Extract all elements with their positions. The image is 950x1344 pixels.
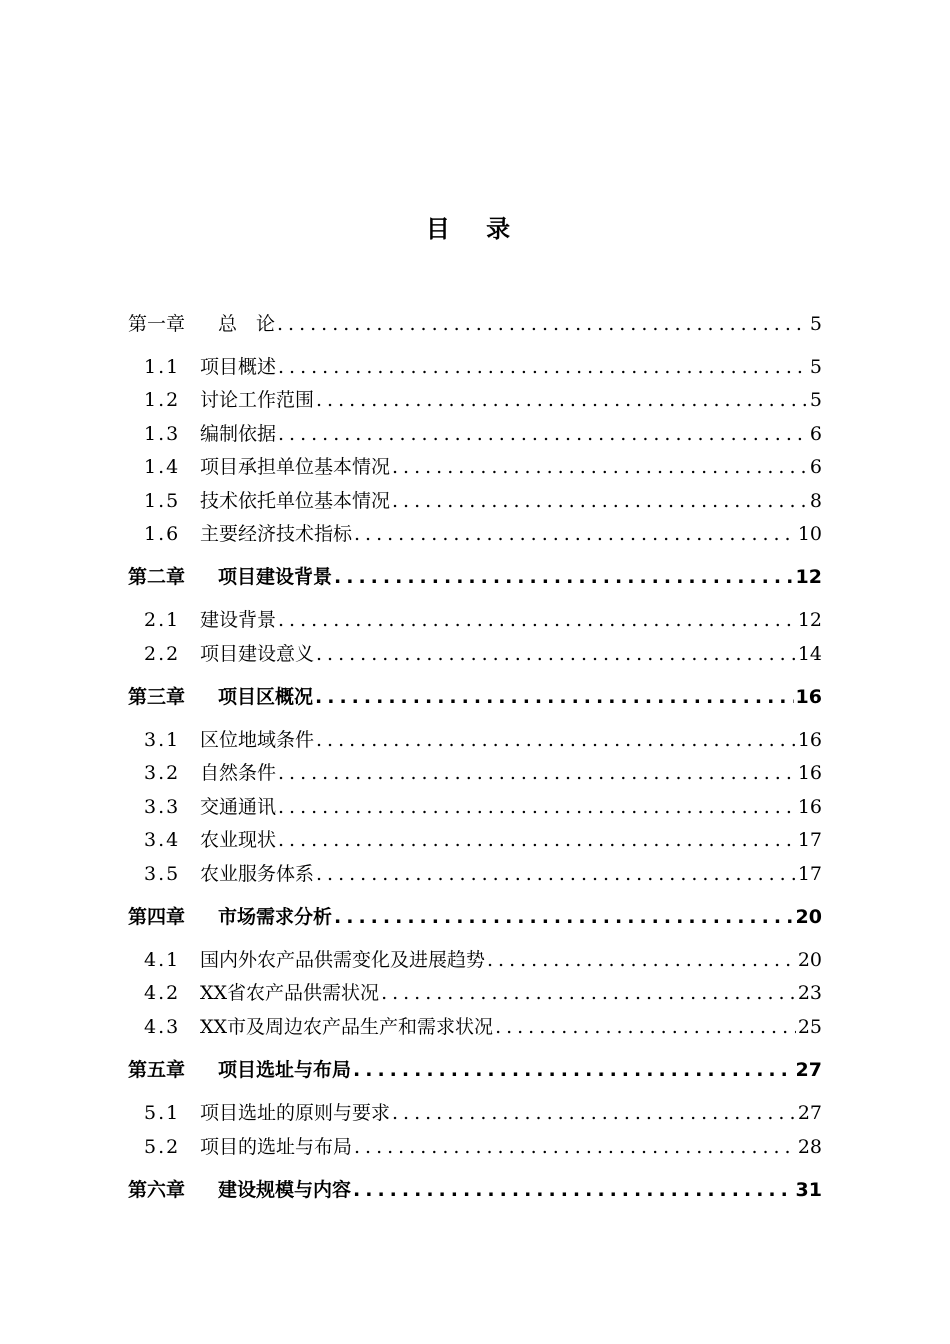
toc-section-entry[interactable] bbox=[144, 1098, 822, 1128]
toc-entry-number: 4.3 bbox=[144, 1016, 181, 1038]
toc-dot-leader bbox=[332, 562, 794, 592]
toc-section-entry[interactable] bbox=[144, 385, 822, 415]
toc-entry-label: 总 论 bbox=[218, 313, 276, 335]
toc-section-entry[interactable] bbox=[144, 859, 822, 889]
toc-entry-label: 自然条件 bbox=[200, 762, 277, 784]
toc-entry-label: 讨论工作范围 bbox=[200, 389, 315, 411]
toc-dot-leader bbox=[276, 352, 808, 382]
toc-entry-page-number: 14 bbox=[797, 643, 822, 665]
toc-entry-label: 项目建设背景 bbox=[218, 566, 333, 588]
toc-entry-number: 3.2 bbox=[144, 762, 181, 784]
toc-dot-leader bbox=[332, 902, 794, 932]
toc-entry-label: 编制依据 bbox=[200, 423, 277, 445]
toc-entry-number: 第六章 bbox=[128, 1179, 186, 1201]
toc-entry-label: 农业现状 bbox=[200, 829, 277, 851]
toc-entry-label: 市场需求分析 bbox=[218, 906, 333, 928]
toc-section-entry[interactable] bbox=[144, 639, 822, 669]
toc-entry-page-number: 17 bbox=[797, 863, 822, 885]
toc-entry-page-number: 16 bbox=[797, 762, 822, 784]
toc-entry-label: 项目承担单位基本情况 bbox=[200, 456, 391, 478]
toc-entry-page-number: 23 bbox=[797, 982, 822, 1004]
toc-entry-page-number: 17 bbox=[797, 829, 822, 851]
toc-entry-number: 3.1 bbox=[144, 729, 181, 751]
toc-entry-number: 1.1 bbox=[144, 356, 181, 378]
toc-entry-label: 项目概述 bbox=[200, 356, 277, 378]
toc-entry-label: XX省农产品供需状况 bbox=[200, 982, 380, 1004]
toc-dot-leader bbox=[390, 452, 808, 482]
toc-section-entry[interactable] bbox=[144, 725, 822, 755]
toc-entry-number: 2.1 bbox=[144, 609, 181, 631]
toc-entry-number: 第四章 bbox=[128, 906, 186, 928]
toc-entry-number: 第二章 bbox=[128, 566, 186, 588]
toc-entry-label: 项目区概况 bbox=[218, 686, 314, 708]
toc-entry-page-number: 10 bbox=[797, 523, 822, 545]
toc-entry-page-number: 20 bbox=[797, 949, 822, 971]
toc-entry-label: 技术依托单位基本情况 bbox=[200, 490, 391, 512]
toc-entry-page-number: 25 bbox=[797, 1016, 822, 1038]
toc-section-entry[interactable] bbox=[144, 452, 822, 482]
toc-entry-number: 1.2 bbox=[144, 389, 181, 411]
toc-entry-page-number: 16 bbox=[797, 796, 822, 818]
toc-entry-number: 第三章 bbox=[128, 686, 186, 708]
toc-entry-number: 5.1 bbox=[144, 1102, 181, 1124]
toc-chapter-entry[interactable] bbox=[128, 902, 822, 932]
toc-entry-number: 4.2 bbox=[144, 982, 181, 1004]
toc-dot-leader bbox=[485, 945, 796, 975]
toc-entry-label: 区位地域条件 bbox=[200, 729, 315, 751]
toc-entry-number: 第五章 bbox=[128, 1059, 186, 1081]
toc-entry-label: XX市及周边农产品生产和需求状况 bbox=[200, 1016, 494, 1038]
toc-entry-page-number: 8 bbox=[809, 490, 822, 512]
toc-entry-label: 建设背景 bbox=[200, 609, 277, 631]
toc-dot-leader bbox=[314, 385, 808, 415]
toc-chapter-entry[interactable] bbox=[128, 1055, 822, 1085]
toc-dot-leader bbox=[276, 792, 796, 822]
toc-section-entry[interactable] bbox=[144, 978, 822, 1008]
toc-entry-page-number: 5 bbox=[809, 356, 822, 378]
toc-dot-leader bbox=[314, 639, 796, 669]
toc-chapter-entry[interactable] bbox=[128, 309, 822, 339]
toc-section-entry[interactable] bbox=[144, 1132, 822, 1162]
toc-entry-label: 交通通讯 bbox=[200, 796, 277, 818]
toc-entry-label: 项目选址与布局 bbox=[218, 1059, 352, 1081]
toc-entry-label: 项目建设意义 bbox=[200, 643, 315, 665]
toc-entry-number: 3.3 bbox=[144, 796, 181, 818]
toc-dot-leader bbox=[313, 682, 794, 712]
toc-entry-number: 4.1 bbox=[144, 949, 181, 971]
toc-dot-leader bbox=[275, 309, 808, 339]
toc-section-entry[interactable] bbox=[144, 419, 822, 449]
toc-entry-number: 5.2 bbox=[144, 1136, 181, 1158]
toc-section-entry[interactable] bbox=[144, 605, 822, 635]
toc-section-entry[interactable] bbox=[144, 486, 822, 516]
toc-dot-leader bbox=[352, 1132, 796, 1162]
toc-dot-leader bbox=[493, 1012, 796, 1042]
toc-entry-page-number: 5 bbox=[809, 313, 822, 335]
toc-entry-label: 项目选址的原则与要求 bbox=[200, 1102, 391, 1124]
page-title: 目 录 bbox=[425, 215, 525, 243]
toc-dot-leader bbox=[351, 1175, 794, 1205]
toc-dot-leader bbox=[314, 859, 796, 889]
toc-entry-page-number: 16 bbox=[797, 729, 822, 751]
toc-entry-label: 项目的选址与布局 bbox=[200, 1136, 353, 1158]
toc-dot-leader bbox=[276, 605, 796, 635]
toc-chapter-entry[interactable] bbox=[128, 682, 822, 712]
toc-entry-number: 第一章 bbox=[128, 313, 186, 335]
toc-dot-leader bbox=[390, 486, 808, 516]
toc-entry-number: 1.5 bbox=[144, 490, 181, 512]
toc-entry-page-number: 12 bbox=[795, 566, 822, 588]
toc-section-entry[interactable] bbox=[144, 945, 822, 975]
toc-entry-page-number: 20 bbox=[795, 906, 822, 928]
toc-entry-label: 国内外农产品供需变化及进展趋势 bbox=[200, 949, 486, 971]
toc-entry-label: 农业服务体系 bbox=[200, 863, 315, 885]
toc-dot-leader bbox=[390, 1098, 796, 1128]
toc-chapter-entry[interactable] bbox=[128, 562, 822, 592]
toc-dot-leader bbox=[276, 825, 796, 855]
toc-entry-number: 3.5 bbox=[144, 863, 181, 885]
toc-entry-number: 1.4 bbox=[144, 456, 181, 478]
toc-entry-number: 2.2 bbox=[144, 643, 181, 665]
toc-entry-number: 3.4 bbox=[144, 829, 181, 851]
toc-entry-page-number: 31 bbox=[795, 1179, 822, 1201]
toc-dot-leader bbox=[352, 519, 796, 549]
toc-dot-leader bbox=[351, 1055, 794, 1085]
toc-section-entry[interactable] bbox=[144, 825, 822, 855]
toc-section-entry[interactable] bbox=[144, 758, 822, 788]
toc-entry-number: 1.3 bbox=[144, 423, 181, 445]
toc-entry-label: 建设规模与内容 bbox=[218, 1179, 352, 1201]
toc-chapter-entry[interactable] bbox=[128, 1175, 822, 1205]
toc-dot-leader bbox=[379, 978, 796, 1008]
toc-dot-leader bbox=[314, 725, 796, 755]
toc-entry-page-number: 16 bbox=[795, 686, 822, 708]
toc-section-entry[interactable] bbox=[144, 519, 822, 549]
toc-entry-page-number: 5 bbox=[809, 389, 822, 411]
toc-entry-page-number: 6 bbox=[809, 423, 822, 445]
toc-section-entry[interactable] bbox=[144, 352, 822, 382]
toc-entry-page-number: 12 bbox=[797, 609, 822, 631]
toc-section-entry[interactable] bbox=[144, 792, 822, 822]
toc-entry-page-number: 6 bbox=[809, 456, 822, 478]
toc-entry-page-number: 27 bbox=[797, 1102, 822, 1124]
toc-entry-number: 1.6 bbox=[144, 523, 181, 545]
toc-dot-leader bbox=[276, 419, 808, 449]
toc-entry-page-number: 28 bbox=[797, 1136, 822, 1158]
toc-section-entry[interactable] bbox=[144, 1012, 822, 1042]
toc-entry-page-number: 27 bbox=[795, 1059, 822, 1081]
toc-entry-label: 主要经济技术指标 bbox=[200, 523, 353, 545]
toc-dot-leader bbox=[276, 758, 796, 788]
